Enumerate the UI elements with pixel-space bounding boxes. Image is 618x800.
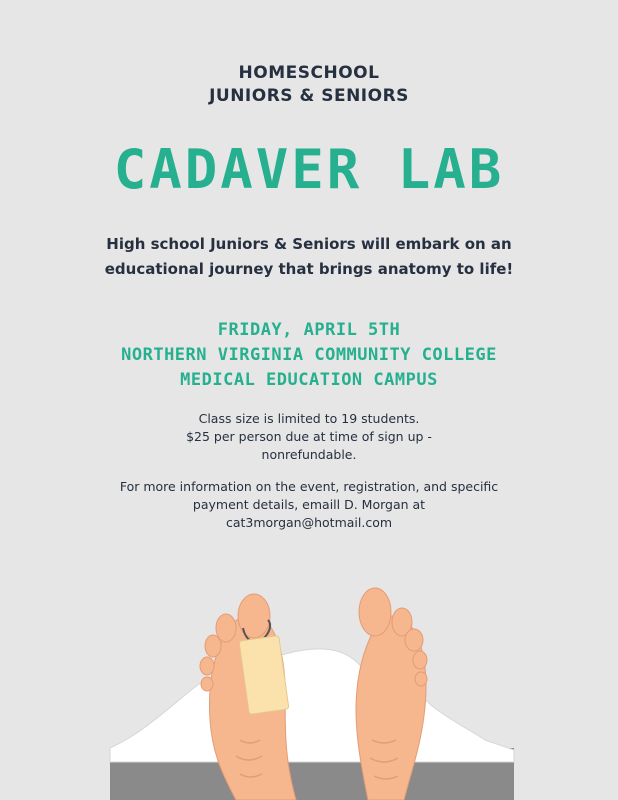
header-line-1: HOMESCHOOL bbox=[238, 63, 380, 83]
event-campus: MEDICAL EDUCATION CAMPUS bbox=[180, 370, 438, 390]
event-info bbox=[0, 318, 618, 393]
class-size-text: Class size is limited to 19 students. bbox=[198, 411, 420, 426]
event-college: NORTHERN VIRGINIA COMMUNITY COLLEGE bbox=[121, 345, 497, 365]
event-date: FRIDAY, APRIL 5TH bbox=[217, 320, 401, 340]
sheet-icon bbox=[110, 649, 514, 762]
contact-text: For more information on the event, registration, and specific payment details, emaill D. Morgan at cat3morgan@hotmail.com bbox=[119, 479, 499, 530]
price-text: $25 per person due at time of sign up - nonrefundable. bbox=[186, 429, 432, 462]
intro-text: High school Juniors & Seniors will embark on an educational journey that brings anatomy to life! bbox=[104, 235, 514, 278]
class-details bbox=[140, 410, 478, 464]
page-title: CADAVER LAB bbox=[113, 138, 505, 201]
cadaver-illustration bbox=[0, 580, 618, 800]
header bbox=[0, 62, 618, 108]
header-line-2: JUNIORS & SENIORS bbox=[209, 86, 409, 106]
